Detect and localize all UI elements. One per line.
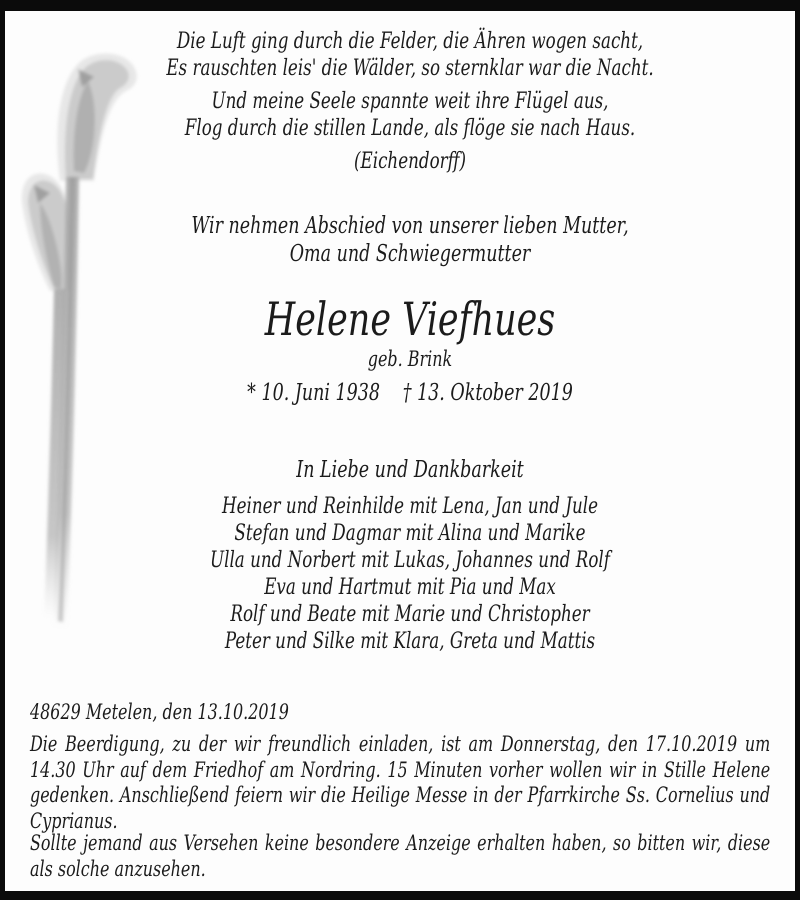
deceased-name: Helene Viefhues	[264, 292, 556, 346]
family-line: Peter und Silke mit Klara, Greta und Mattis	[224, 629, 596, 654]
life-dates	[114, 379, 707, 407]
maiden-name: geb. Brink	[367, 347, 453, 371]
opening-poem	[114, 28, 707, 175]
farewell-intro-line-1: Wir nehmen Abschied von unserer lieben Mutter,	[191, 213, 629, 239]
poem-line-4: Flog durch die stillen Lande, als flöge sie nach Haus.	[184, 116, 636, 141]
family-line: Eva und Hartmut mit Pia und Max	[264, 575, 556, 600]
family-line: Stefan und Dagmar mit Alina und Marike	[234, 521, 586, 546]
city-and-date: 48629 Metelen, den 13.10.2019	[30, 700, 289, 724]
farewell-intro	[114, 212, 707, 268]
death-date: † 13. Oktober 2019	[402, 380, 573, 406]
family-line: Rolf und Beate mit Marie und Christopher	[230, 602, 590, 627]
birth-date: * 10. Juni 1938	[247, 380, 380, 406]
farewell-intro-line-2: Oma und Schwiegermutter	[289, 241, 531, 267]
notice-paragraph: Sollte jemand aus Versehen keine besondere Anzeige erhalten haben, so bitten wir, diese als solche anzusehen.	[30, 831, 771, 881]
poem-line-1: Die Luft ging durch die Felder, die Ähren wogen sacht,	[176, 29, 644, 54]
condolence-heading: In Liebe und Dankbarkeit	[296, 457, 524, 483]
poem-line-3: Und meine Seele spannte weit ihre Flügel aus,	[211, 89, 609, 114]
family-line: Ulla und Norbert mit Lukas, Johannes und Rolf	[210, 548, 610, 573]
poem-attribution: (Eichendorff)	[353, 149, 467, 174]
family-line: Heiner und Reinhilde mit Lena, Jan und Jule	[222, 494, 598, 519]
funeral-information: Die Beerdigung, zu der wir freundlich einladen, ist am Donnerstag, den 17.10.2019 um 14.30 Uhr auf dem Friedhof am Nordring. 15 Minuten vorher wollen wir in Stille Helene gedenken. Anschließend feiern wir die Heilige Messe in der Pfarrkirche Ss. Cornelius und Cyprianus.	[30, 732, 771, 833]
family-list	[114, 493, 707, 655]
poem-line-2: Es rauschten leis' die Wälder, so sternklar war die Nacht.	[166, 56, 654, 81]
